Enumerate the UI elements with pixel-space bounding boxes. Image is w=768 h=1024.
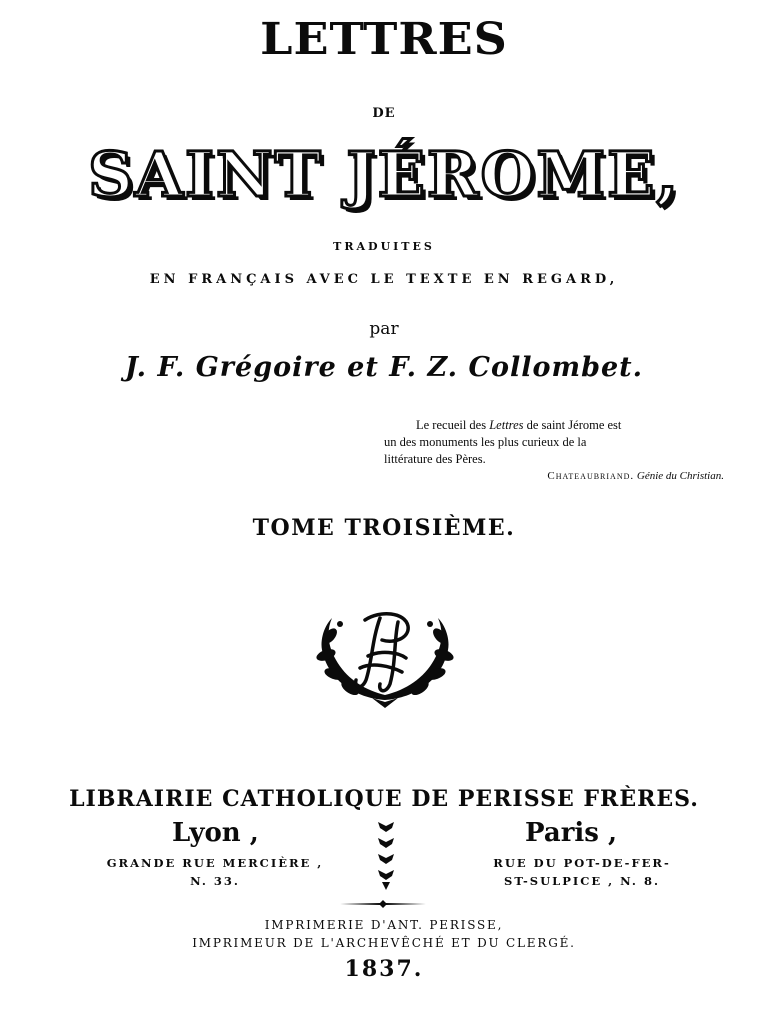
paris-address (462, 854, 702, 890)
vertical-ornament-icon (374, 820, 398, 890)
subtitle: EN FRANÇAIS AVEC LE TEXTE EN REGARD, (149, 272, 619, 287)
volume-label: TOME TROISIÈME. (252, 515, 516, 541)
publisher-name: LIBRAIRIE CATHOLIQUE DE PERISSE FRÈRES. (69, 786, 699, 812)
book-title-subject: SAINT JÉROME, (88, 138, 680, 211)
publication-year: 1837. (344, 956, 424, 982)
lyon-address-line-2: N. 33. (190, 874, 240, 888)
title-preposition: DE (372, 106, 396, 121)
lyon-address (80, 854, 350, 890)
epigraph-line-1: Le recueil des Lettres de saint Jérome est (416, 418, 622, 432)
epigraph-attribution: Chateaubriand. Génie du Christian. (547, 470, 724, 482)
book-title: LETTRES (260, 13, 508, 65)
city-paris: Paris , (525, 818, 618, 848)
translated-label: TRADUITES (333, 240, 435, 253)
lyon-address-line-1: GRANDE RUE MERCIÈRE , (106, 856, 324, 870)
authors: J. F. Grégoire et F. Z. Collombet. (125, 352, 643, 383)
paris-address-line-1: RUE DU POT-DE-FER- (493, 856, 671, 870)
epigraph-line-3: littérature des Pères. (384, 452, 486, 466)
printer-line-2: IMPRIMEUR DE L'ARCHEVÊCHÉ ET DU CLERGÉ. (192, 936, 576, 950)
city-lyon: Lyon , (172, 818, 259, 848)
monogram-wreath-icon (310, 600, 460, 710)
epigraph-line-2: un des monuments les plus curieux de la (384, 435, 587, 449)
by-label: par (369, 319, 399, 339)
paris-address-line-2: ST-SULPICE , N. 8. (504, 874, 660, 888)
printer-line-1: IMPRIMERIE D'ANT. PERISSE, (264, 918, 504, 932)
ornamental-rule (340, 900, 426, 908)
epigraph (384, 417, 754, 485)
